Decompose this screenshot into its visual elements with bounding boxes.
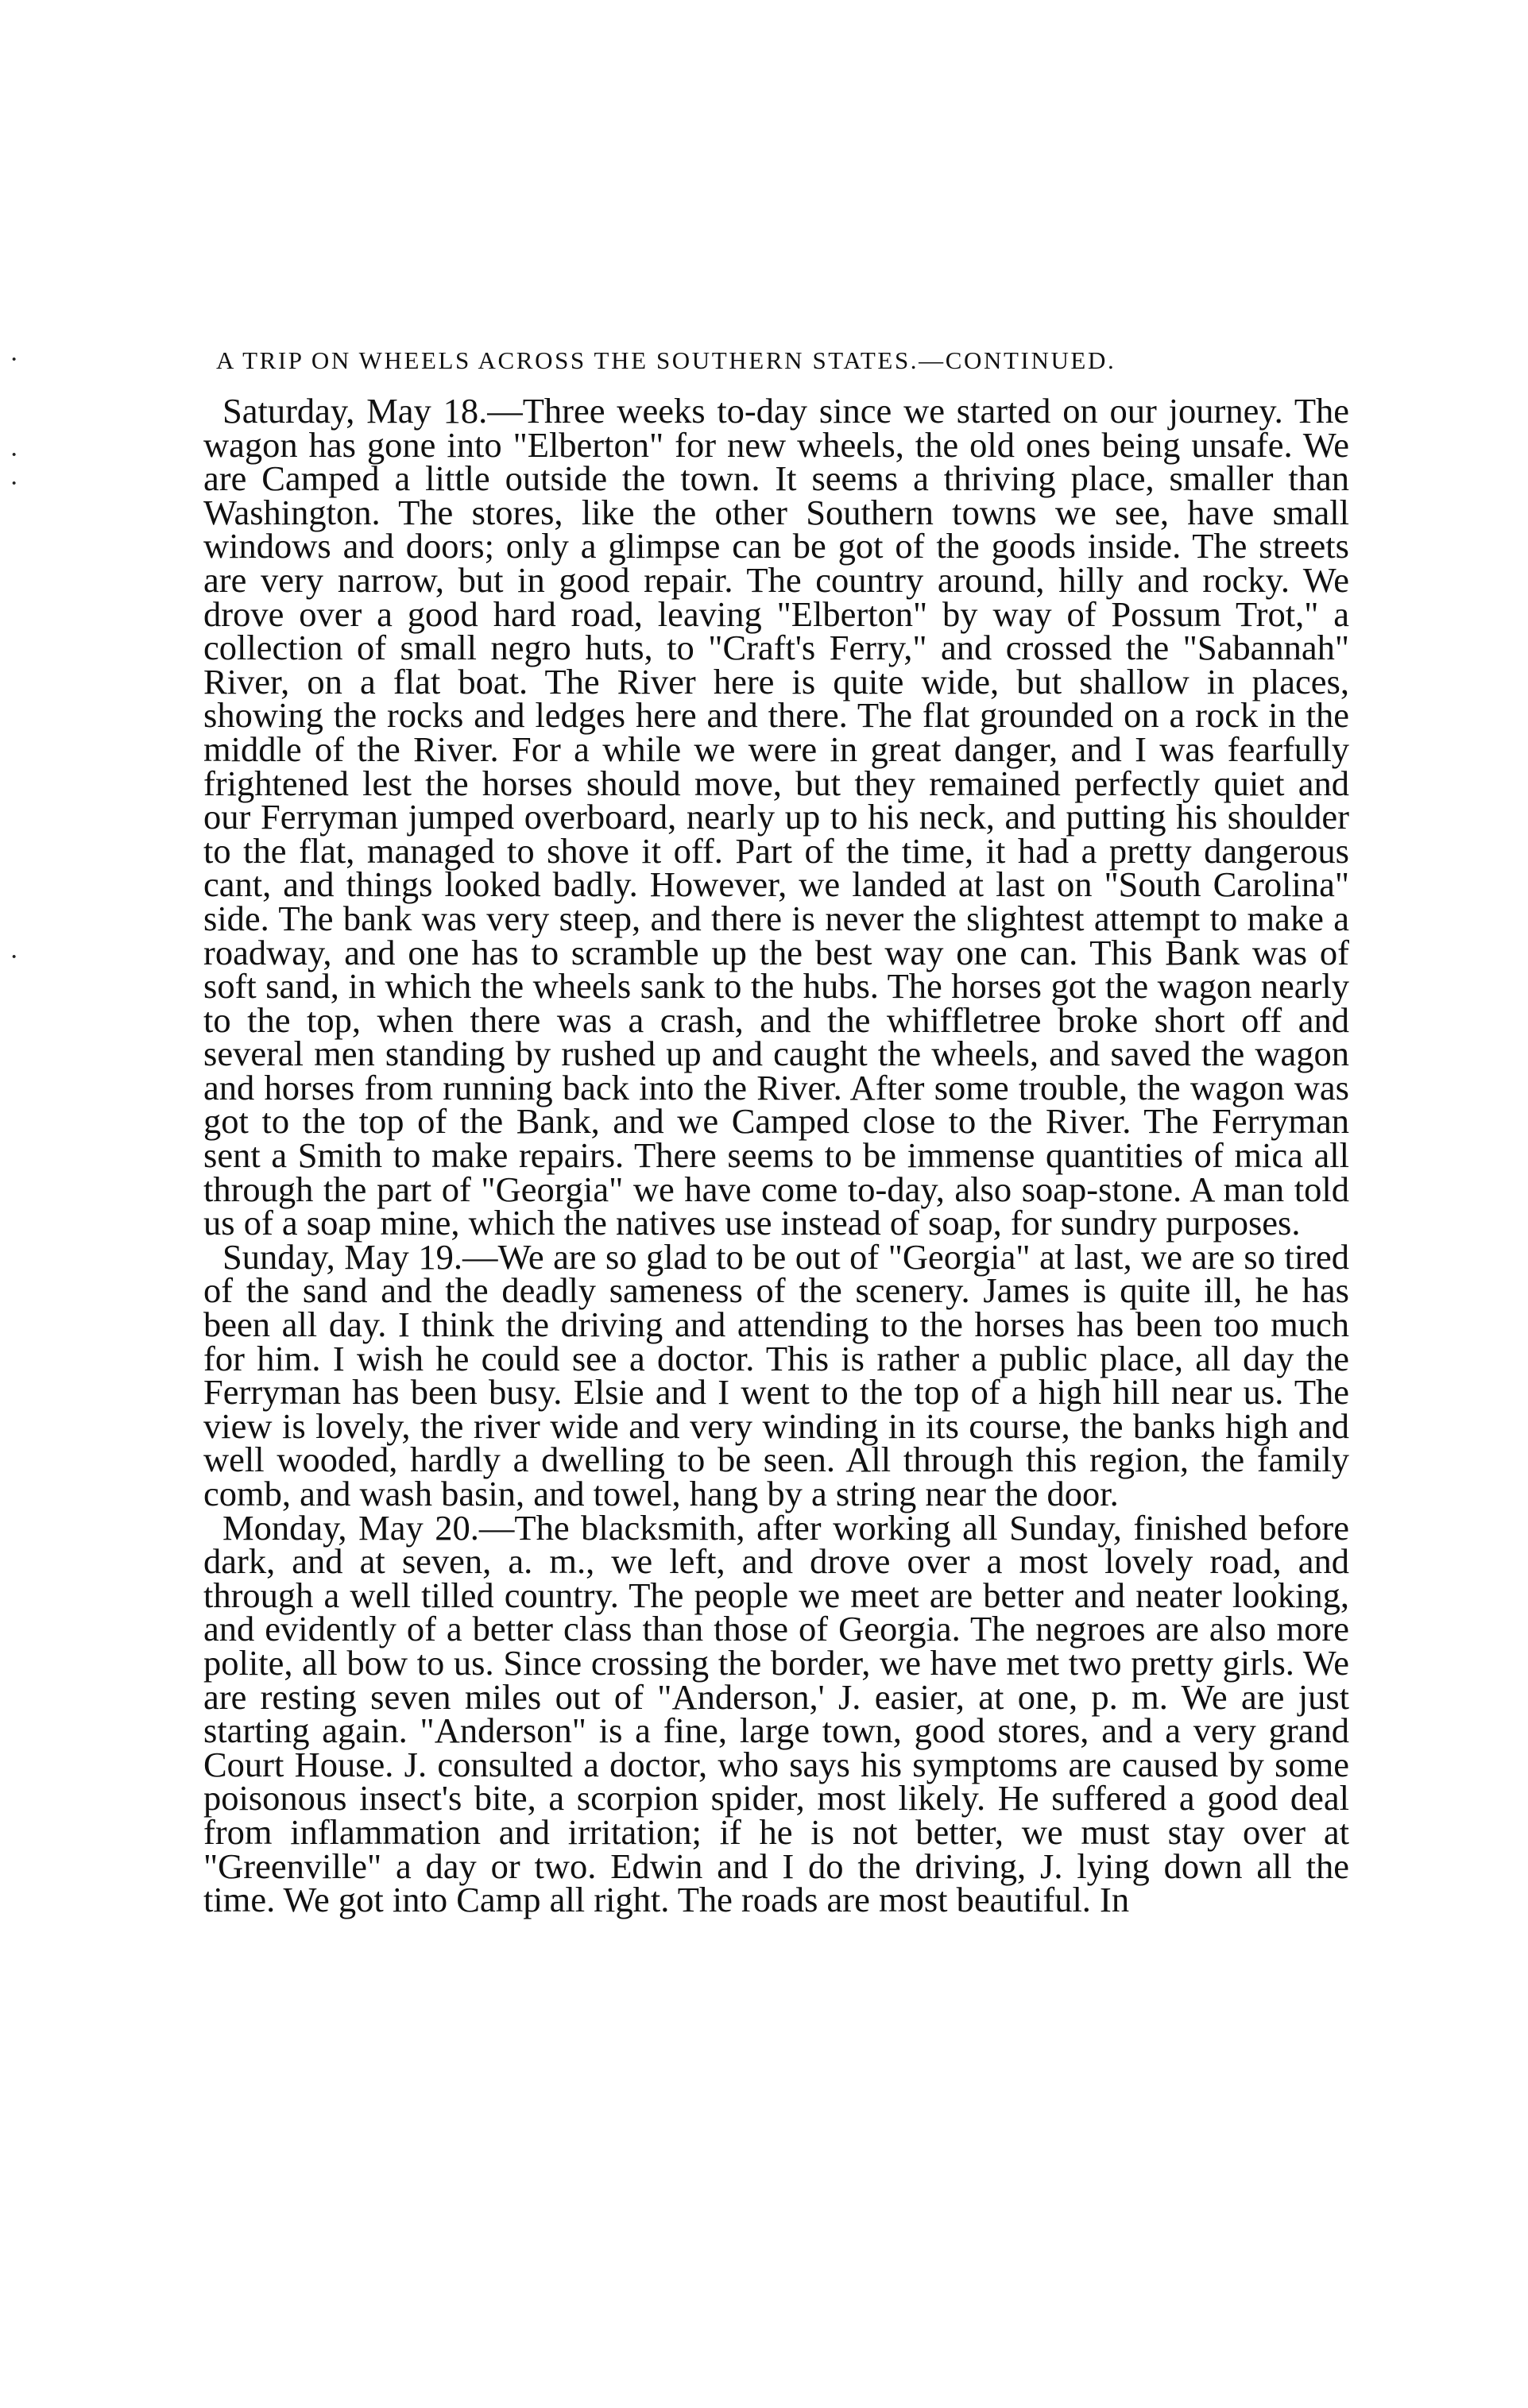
running-head: A TRIP ON WHEELS ACROSS THE SOUTHERN STATES.—CONTINUED.	[216, 346, 1116, 374]
margin-mark: ·	[10, 345, 19, 374]
margin-mark: ·	[10, 942, 19, 972]
diary-entry-saturday-may-18: Saturday, May 18.—Three weeks to-day since we started on our journey. The wagon has gone into "Elberton" for new wheels, the old ones being unsafe. We are Camped a little outside the town. It seems a thriving place, smaller than Washington. The stores, like the other Southern towns we see, have small windows and doors; only a glimpse can be got of the goods inside. The streets are very narrow, but in good repair. The country around, hilly and rocky. We drove over a good hard road, leaving "Elberton" by way of Possum Trot," a collection of small negro huts, to "Craft's Ferry," and crossed the "Sabannah" River, on a flat boat. The River here is quite wide, but shallow in places, showing the rocks and ledges here and there. The flat grounded on a rock in the middle of the River. For a while we were in great danger, and I was fearfully frightened lest the horses should move, but they remained perfectly quiet and our Ferryman jumped overboard, nearly up to his neck, and putting his shoulder to the flat, managed to shove it off. Part of the time, it had a pretty dangerous cant, and things looked badly. However, we landed at last on "South Carolina" side. The bank was very steep, and there is never the slightest attempt to make a roadway, and one has to scramble up the best way one can. This Bank was of soft sand, in which the wheels sank to the hubs. The horses got the wagon nearly to the top, when there was a crash, and the whiffletree broke short off and several men standing by rushed up and caught the wheels, and saved the wagon and horses from running back into the River. After some trouble, the wagon was got to the top of the Bank, and we Camped close to the River. The Ferryman sent a Smith to make repairs. There seems to be immense quantities of mica all through the part of "Georgia" we have come to-day, also soap-stone. A man told us of a soap mine, which the natives use instead of soap, for sundry purposes.	[203, 391, 1349, 1243]
margin-mark: ·	[10, 440, 19, 470]
margin-mark: ·	[10, 469, 19, 498]
article-body	[203, 391, 1349, 1920]
diary-entry-sunday-may-19: Sunday, May 19.—We are so glad to be out of "Georgia" at last, we are so tired of the sand and the deadly sameness of the scenery. James is quite ill, he has been all day. I think the driving and attending to the horses has been too much for him. I wish he could see a doctor. This is rather a public place, all day the Ferryman has been busy. Elsie and I went to the top of a high hill near us. The view is lovely, the river wide and very winding in its course, the banks high and well wooded, hardly a dwelling to be seen. All through this region, the family comb, and wash basin, and towel, hang by a string near the door.	[203, 1236, 1349, 1513]
diary-entry-monday-may-20: Monday, May 20.—The blacksmith, after working all Sunday, finished before dark, and at seven, a. m., we left, and drove over a most lovely road, and through a well tilled country. The people we meet are better and neater looking, and evidently of a better class than those of Georgia. The negroes are also more polite, all bow to us. Since crossing the border, we have met two pretty girls. We are resting seven miles out of "Anderson,' J. easier, at one, p. m. We are just starting again. "Anderson" is a fine, large town, good stores, and a very grand Court House. J. consulted a doctor, who says his symptoms are caused by some poisonous insect's bite, a scorpion spider, most likely. He suffered a good deal from inflammation and irritation; if he is not better, we must stay over at "Greenville" a day or two. Edwin and I do the driving, J. lying down all the time. We got into Camp all right. The roads are most beautiful. In	[203, 1507, 1349, 1920]
